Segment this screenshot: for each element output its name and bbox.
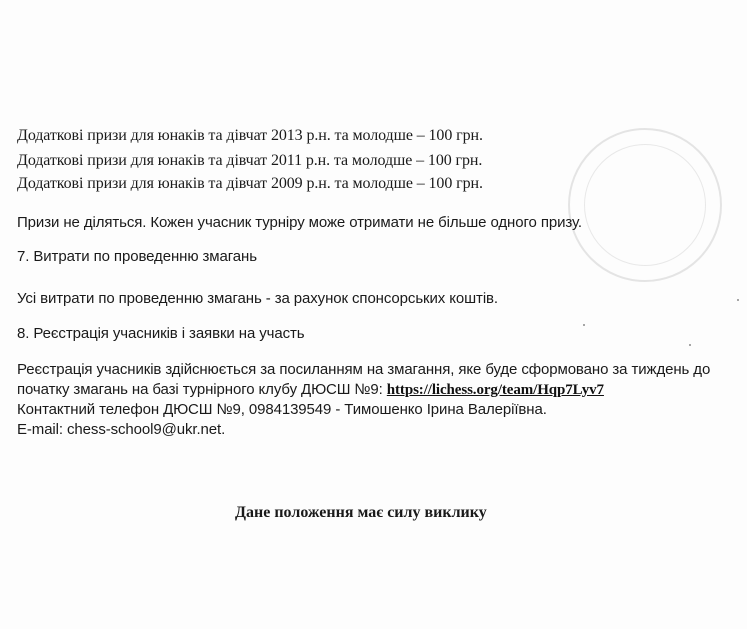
scan-speck	[689, 344, 691, 346]
prize-line-2011: Додаткові призи для юнаків та дівчат 2011 р.н. та молодше – 100 грн.	[17, 152, 483, 169]
closing-statement: Дане положення має силу виклику	[235, 504, 487, 521]
scan-speck	[737, 299, 739, 301]
registration-text-line1: Реєстрація учасників здійснюється за посиланням на змагання, яке буде сформовано за тиждень до	[17, 361, 711, 378]
registration-heading: 8. Реєстрація учасників і заявки на участь	[17, 325, 305, 342]
prize-line-2013: Додаткові призи для юнаків та дівчат 2013 р.н. та молодше – 100 грн.	[17, 127, 483, 144]
expenses-heading: 7. Витрати по проведенню змагань	[17, 248, 257, 265]
contact-phone-text: Контактний телефон ДЮСШ №9, 0984139549 - Тимошенко Ірина Валеріївна.	[17, 401, 547, 418]
prizes-rule-text: Призи не діляться. Кожен учасник турніру може отримати не більше одного призу.	[17, 214, 582, 231]
bleed-through-stamp	[568, 128, 722, 282]
lichess-team-link[interactable]: https://lichess.org/team/Hqp7Lyv7	[386, 382, 604, 398]
registration-text-prefix: початку змагань на базі турнірного клубу ДЮСШ №9:	[17, 381, 387, 398]
contact-email-text: E-mail: chess-school9@ukr.net.	[17, 421, 226, 438]
registration-text-line2	[17, 381, 604, 399]
prize-line-2009: Додаткові призи для юнаків та дівчат 2009 р.н. та молодше – 100 грн.	[17, 175, 483, 192]
scan-speck	[583, 324, 585, 326]
expenses-text: Усі витрати по проведенню змагань - за рахунок спонсорських коштів.	[17, 290, 498, 307]
